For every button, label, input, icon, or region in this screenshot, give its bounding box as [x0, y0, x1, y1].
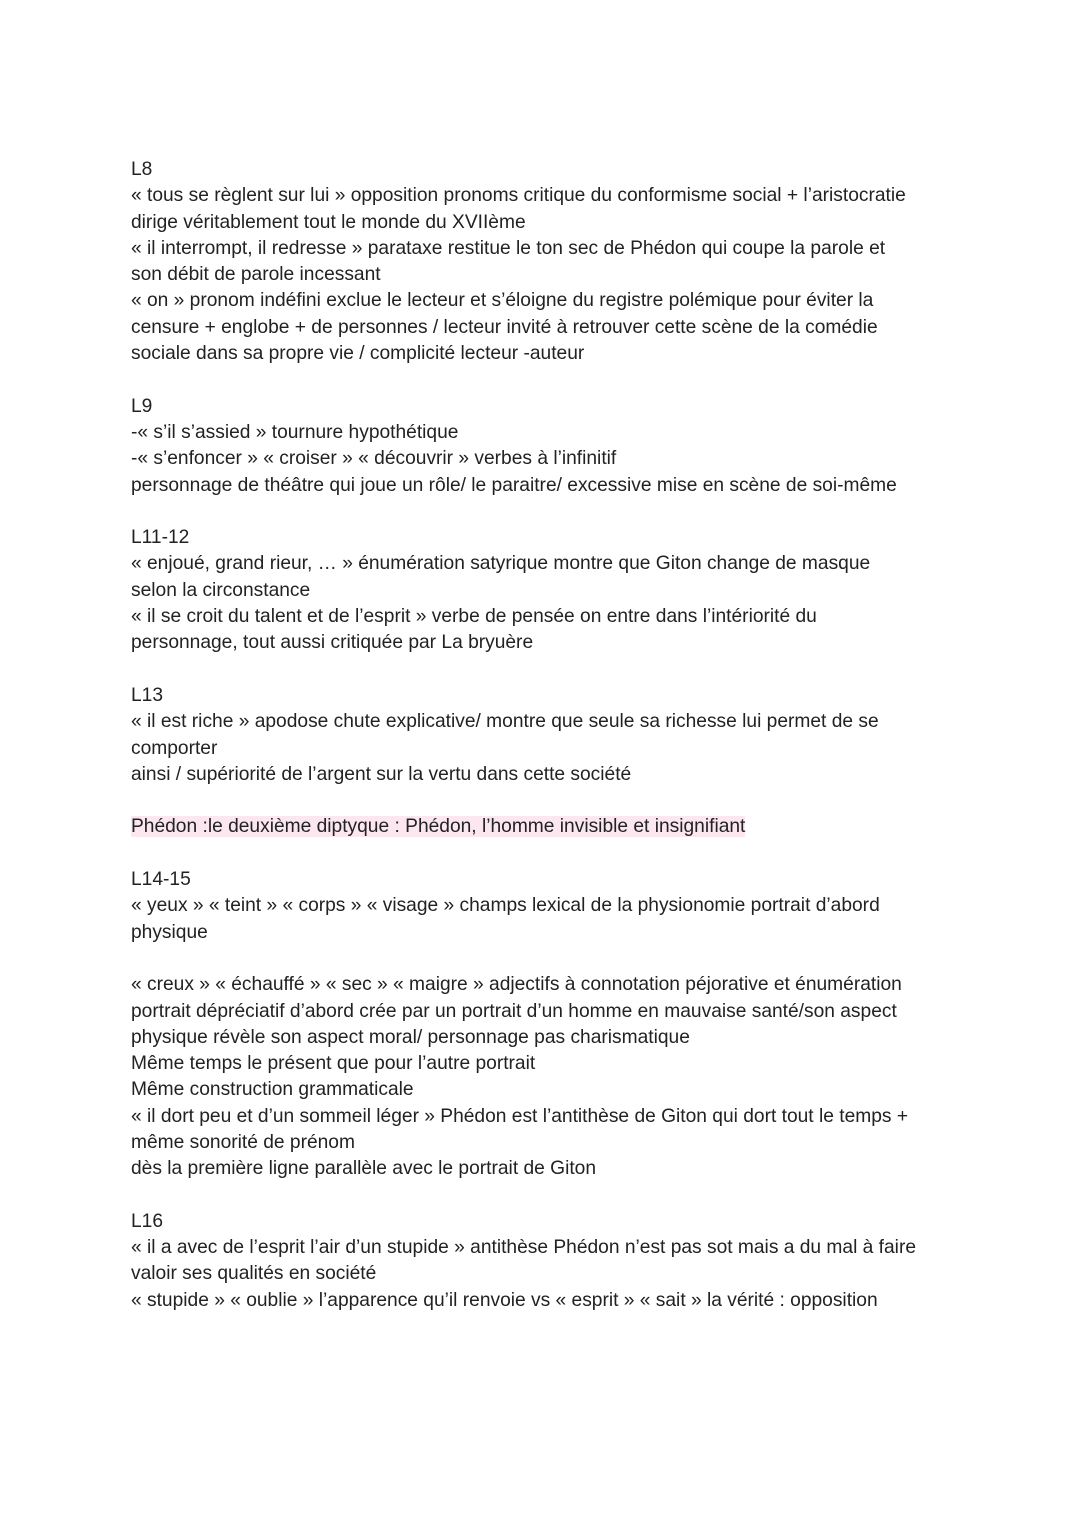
- paragraph-gap: [131, 1183, 961, 1209]
- text-line: ainsi / supériorité de l’argent sur la vertu dans cette société: [131, 763, 632, 785]
- text-line: dès la première ligne parallèle avec le portrait de Giton: [131, 1158, 597, 1180]
- section-adjectives: [131, 972, 961, 1182]
- section-heading: L8: [131, 159, 153, 180]
- text-line: portrait dépréciatif d’abord crée par un portrait d’un homme en mauvaise santé/son aspect: [131, 1000, 897, 1022]
- text-line: personnage de théâtre qui joue un rôle/ le paraitre/ excessive mise en scène de soi-même: [131, 474, 897, 496]
- highlighted-heading: Phédon :le deuxième diptyque : Phédon, l’homme invisible et insignifiant: [131, 816, 746, 838]
- text-line: « on » pronom indéfini exclue le lecteur et s’éloigne du registre polémique pour éviter la: [131, 290, 874, 312]
- text-line: « enjoué, grand rieur, … » énumération satyrique montre que Giton change de masque: [131, 553, 871, 575]
- section-highlight: [131, 814, 961, 840]
- paragraph-gap: [131, 788, 961, 814]
- paragraph-gap: [131, 657, 961, 683]
- section-l8: [131, 157, 961, 367]
- section-l16: [131, 1209, 961, 1314]
- section-l9: [131, 394, 961, 499]
- text-line: Même temps le présent que pour l’autre portrait: [131, 1053, 536, 1075]
- text-line: valoir ses qualités en société: [131, 1263, 377, 1285]
- text-line: sociale dans sa propre vie / complicité lecteur -auteur: [131, 343, 585, 365]
- text-line: son débit de parole incessant: [131, 264, 381, 286]
- text-line: comporter: [131, 737, 218, 759]
- text-line: « il dort peu et d’un sommeil léger » Phédon est l’antithèse de Giton qui dort tout le temps +: [131, 1105, 909, 1127]
- text-line: censure + englobe + de personnes / lecteur invité à retrouver cette scène de la comédie: [131, 316, 878, 338]
- highlighted-line: [131, 814, 961, 840]
- text-line: « il a avec de l’esprit l’air d’un stupide » antithèse Phédon n’est pas sot mais a du mal à faire: [131, 1237, 917, 1259]
- text-line: « il se croit du talent et de l’esprit » verbe de pensée on entre dans l’intériorité du: [131, 606, 817, 628]
- paragraph-gap: [131, 841, 961, 867]
- document-body: [131, 157, 961, 1314]
- text-line: -« s’il s’assied » tournure hypothétique: [131, 421, 459, 443]
- text-line: « creux » « échauffé » « sec » « maigre » adjectifs à connotation péjorative et énumération: [131, 974, 902, 996]
- section-heading: L11-12: [131, 527, 190, 549]
- text-line: Même construction grammaticale: [131, 1079, 414, 1101]
- section-heading: L13: [131, 684, 164, 706]
- section-heading: L16: [131, 1210, 164, 1232]
- section-heading: L14-15: [131, 869, 191, 891]
- section-heading: L9: [131, 395, 153, 417]
- text-line: « yeux » « teint » « corps » « visage » champs lexical de la physionomie portrait d’abord: [131, 895, 880, 917]
- paragraph-gap: [131, 367, 961, 393]
- text-line: « il interrompt, il redresse » parataxe restitue le ton sec de Phédon qui coupe la parole et: [131, 237, 886, 259]
- section-l11-12: [131, 525, 961, 656]
- text-line: physique: [131, 921, 208, 943]
- text-line: « stupide » « oublie » l’apparence qu’il renvoie vs « esprit » « sait » la vérité : opposition: [131, 1289, 878, 1311]
- text-line: même sonorité de prénom: [131, 1131, 355, 1153]
- paragraph-gap: [131, 499, 961, 525]
- text-line: « il est riche » apodose chute explicative/ montre que seule sa richesse lui permet de se: [131, 711, 879, 733]
- text-line: selon la circonstance: [131, 579, 311, 601]
- text-line: personnage, tout aussi critiquée par La bryuère: [131, 632, 534, 654]
- paragraph-gap: [131, 946, 961, 972]
- section-l14-15: [131, 867, 961, 946]
- text-line: physique révèle son aspect moral/ personnage pas charismatique: [131, 1026, 690, 1048]
- text-line: -« s’enfoncer » « croiser » « découvrir » verbes à l’infinitif: [131, 448, 617, 470]
- text-line: dirige véritablement tout le monde du XVIIème: [131, 211, 526, 233]
- text-line: « tous se règlent sur lui » opposition pronoms critique du conformisme social + l’aristocratie: [131, 185, 906, 207]
- section-l13: [131, 683, 961, 788]
